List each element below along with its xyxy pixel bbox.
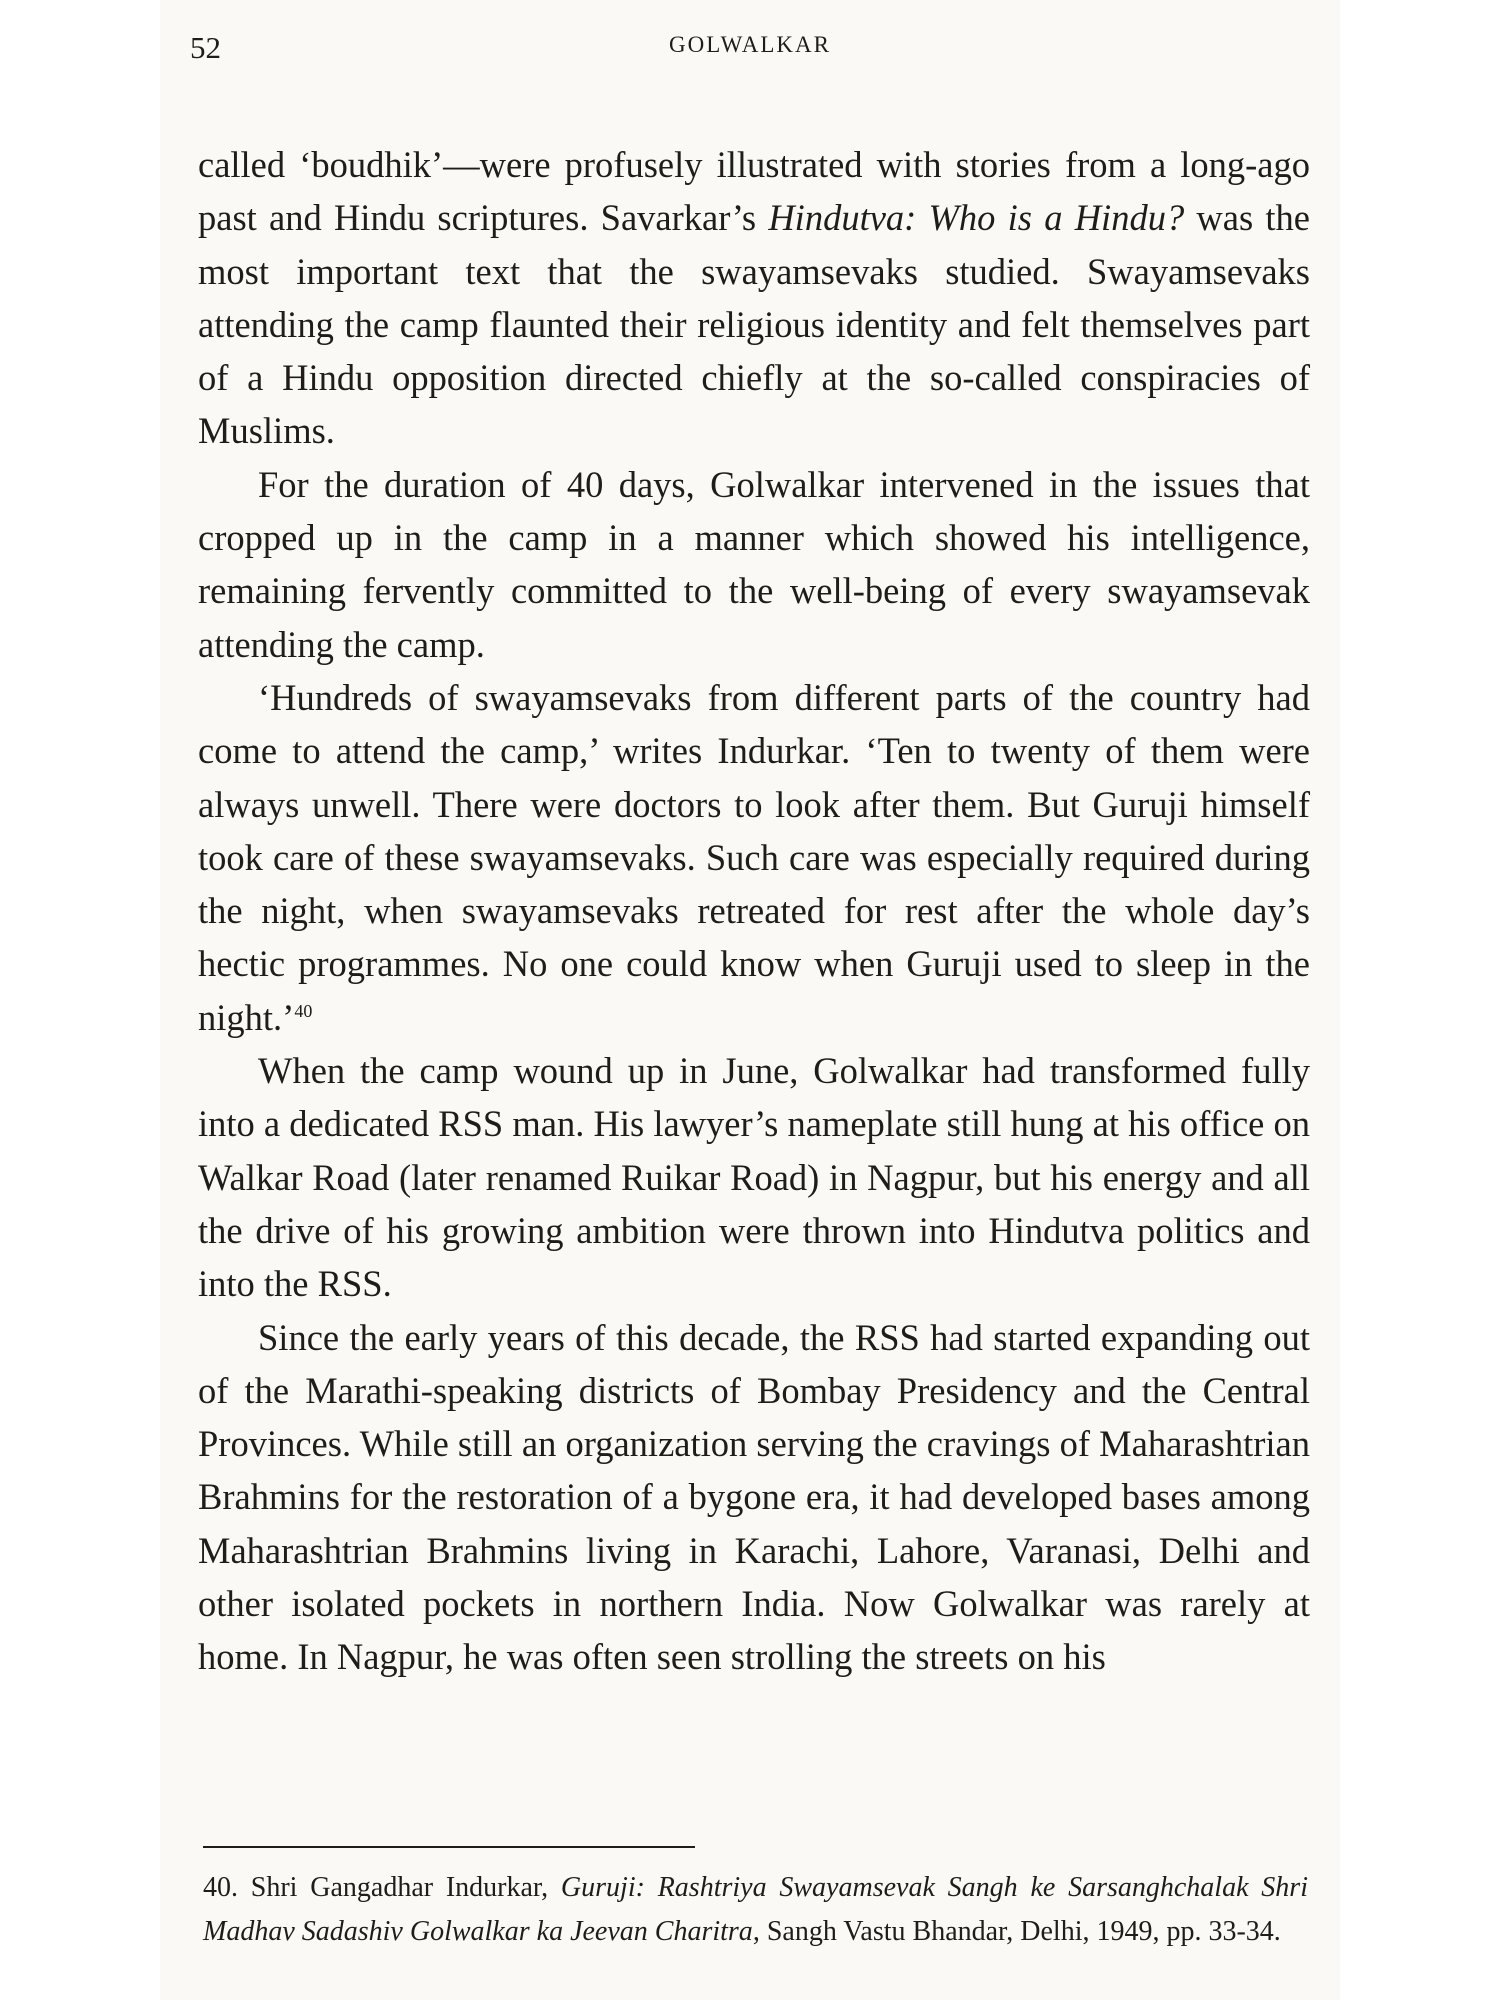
paragraph-2: For the duration of 40 days, Golwalkar intervened in the issues that cropped up in the camp in a manner which showed his intelligence, remaining fervently committed to the well-being of every swayamsevak attending the camp. <box>198 463 1310 665</box>
footnote-tail: , Sangh Vastu Bhandar, Delhi, 1949, pp. 33-34. <box>752 1916 1281 1947</box>
paragraph-1-text-b: was the most important text that the swayamsevaks studied. Swayamsevaks attending the camp flaunted their religious identity and felt themselves part of a Hindu opposition directed chiefly at the so-called conspiracies of Muslims. <box>198 197 1311 452</box>
paragraph-4: When the camp wound up in June, Golwalkar had transformed fully into a dedicated RSS man. His lawyer’s nameplate still hung at his office on Walkar Road (later renamed Ruikar Road) in Nagpur, but his energy and all the drive of his growing ambition were thrown into Hindutva politics and into the RSS. <box>198 1050 1310 1305</box>
footnote-lead: 40. Shri Gangadhar Indurkar, <box>203 1872 561 1903</box>
book-title-italic: Hindutva: Who is a Hindu? <box>768 197 1185 239</box>
footnote-title-italic: Guruji: Rashtriya Swayamsevak Sangh ke Sarsanghchalak Shri Madhav Sadashiv Golwalkar ka Jeevan Charitra <box>203 1872 1308 1947</box>
running-head: GOLWALKAR <box>669 32 831 57</box>
paragraph-1-text-a: called ‘boudhik’—were profusely illustrated with stories from a long-ago past and Hindu scriptures. Savarkar’s <box>198 144 1310 239</box>
paragraph-5: Since the early years of this decade, the RSS had started expanding out of the Marathi-speaking districts of Bombay Presidency and the Central Provinces. While still an organization serving the cravings of Maharashtrian Brahmins for the restoration of a bygone era, it had developed bases among Maharashtrian Brahmins living in Karachi, Lahore, Varanasi, Delhi and other isolated pockets in northern India. Now Golwalkar was rarely at home. In Nagpur, he was often seen strolling the streets on his <box>198 1316 1310 1678</box>
body-text <box>198 138 1310 1684</box>
page-number: 52 <box>190 30 221 65</box>
footnote-40 <box>203 1866 1308 1954</box>
paragraph-1 <box>198 138 1310 458</box>
paragraph-3-text: ‘Hundreds of swayamsevaks from different parts of the country had come to attend the camp,’ writes Indurkar. ‘Ten to twenty of them were always unwell. There were doctors to look after them. But Guruji himself took care of these swayamsevaks. Such care was especially required during the night, when swayamsevaks retreated for rest after the whole day’s hectic programmes. No one could know when Guruji used to sleep in the night.’ <box>198 676 1310 1038</box>
footnote-divider <box>203 1846 695 1848</box>
page-header <box>190 22 1310 72</box>
paragraph-3 <box>198 671 1310 1044</box>
footnote <box>203 1866 1308 1954</box>
footnote-reference: 40 <box>294 1000 313 1021</box>
